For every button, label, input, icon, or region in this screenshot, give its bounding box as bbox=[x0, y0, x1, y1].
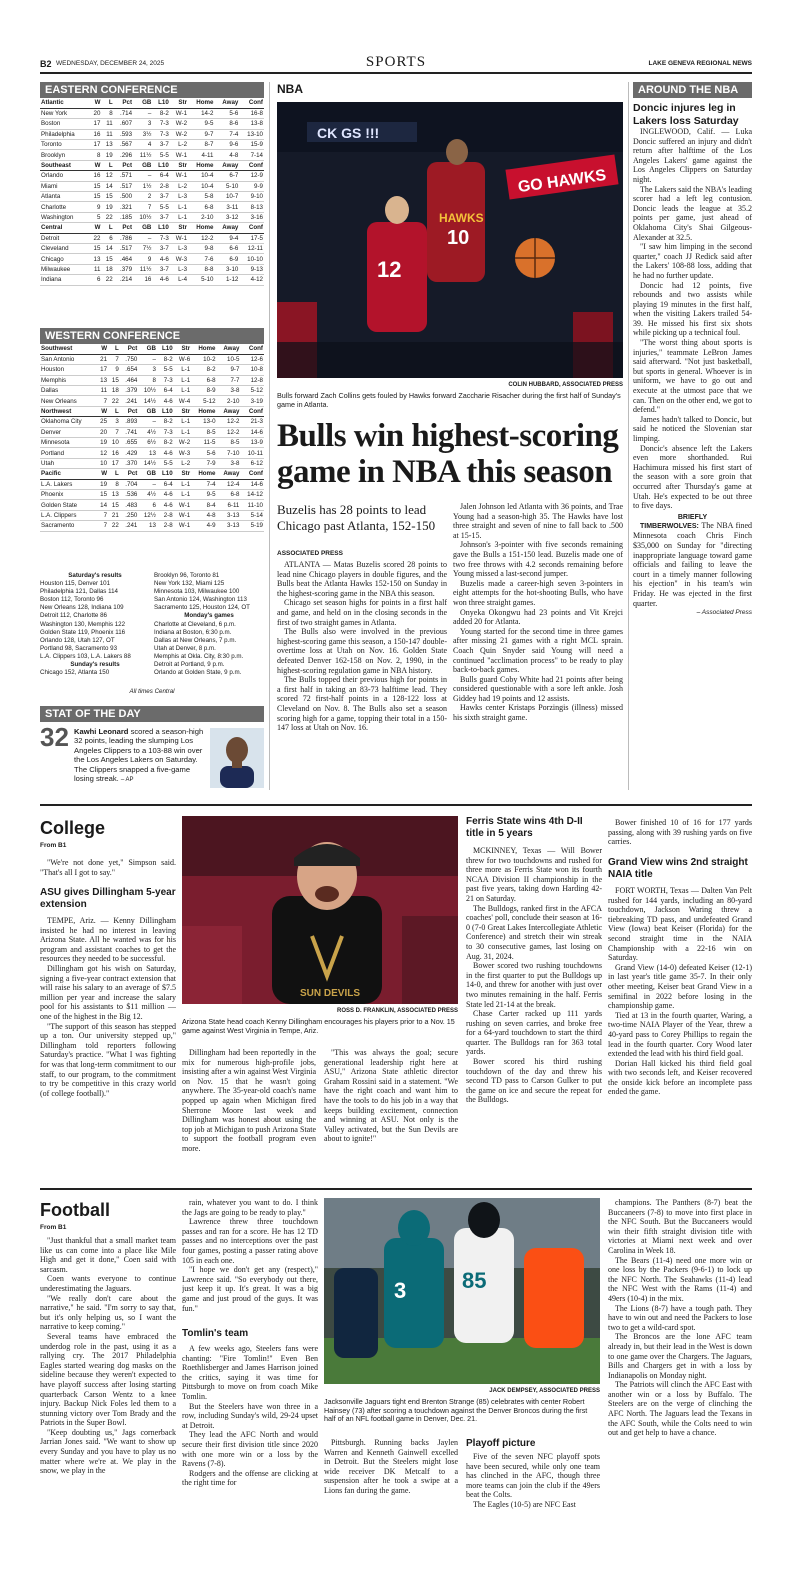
paragraph: "This was always the goal; secure generational leadership right here at ASU," Arizona State athletic director Graham Rossini said in a statement. "We have the right coach and want him to have the tools to do his job in a way that keeps building excitement, connection and winning at ASU. Not only is the Valley activated, but the Sun Devils are about to ignite!" bbox=[324, 1048, 458, 1144]
result-line: Houston 115, Denver 101 bbox=[40, 580, 111, 588]
paragraph: Coen wants everyone to continue underestimating the Jaguars. bbox=[40, 1274, 176, 1293]
east-title: EASTERN CONFERENCE bbox=[40, 82, 264, 98]
standings-row: Memphis 13 15 .464 8 7-3 L-1 6-8 7-7 12-8 bbox=[41, 376, 263, 384]
briefly-body: The NBA fined Minnesota coach Chris Finch $35,000 on Sunday for "directing inappropriate language toward game officials and failing to leave the court in a timely manner following his ejection" in his team's win Friday. He was ejected in the first quarter. bbox=[633, 520, 752, 608]
stat-number: 32 bbox=[40, 722, 69, 752]
standings-row: Milwaukee 11 18 .379 11½ 3-7 L-3 8-8 3-10 9-13 bbox=[41, 265, 263, 273]
standings-row: Phoenix 15 13 .536 4½ 4-6 L-1 9-5 6-8 14-12 bbox=[41, 491, 263, 499]
result-line: Sacramento 125, Houston 124, OT bbox=[154, 604, 250, 612]
college-column-3 bbox=[324, 1048, 458, 1178]
svg-text:GO HAWKS: GO HAWKS bbox=[516, 166, 608, 197]
paragraph: "The support of this season has stepped up a ton. Our university stepped up," Dillingham told reporters following Saturday's practice. "What I was fighting for was that long-term commitment to our staff, to our program, to the commitment to try be competitive in this crazy world (of college football)." bbox=[40, 1021, 176, 1098]
college-column-4 bbox=[466, 846, 602, 1178]
football-column-5 bbox=[608, 1198, 752, 1564]
paragraph: Hawks center Kristaps Porzingis (illness) missed his sixth straight game. bbox=[453, 703, 623, 723]
standings-row: Golden State 14 15 .483 6 4-6 W-1 8-4 6-11 11-10 bbox=[41, 501, 263, 509]
standings-row: L.A. Lakers 19 8 .704 – 6-4 L-1 7-4 12-4 14-6 bbox=[41, 480, 263, 488]
football-photo-icon bbox=[324, 1198, 600, 1384]
svg-text:12: 12 bbox=[377, 257, 402, 282]
briefly-lead: TIMBERWOLVES: bbox=[640, 522, 699, 530]
football-column-1 bbox=[40, 1236, 176, 1564]
result-line: New Orleans 128, Indiana 109 bbox=[40, 604, 124, 612]
nba-photo-credit: COLIN HUBBARD, ASSOCIATED PRESS bbox=[508, 382, 623, 388]
paragraph: They lead the AFC North and would secure their first division title since 2020 with one more win or a loss by the Ravens (7-8). bbox=[182, 1430, 318, 1469]
results-block bbox=[40, 572, 264, 696]
football-subhead-1: Tomlin's team bbox=[182, 1328, 249, 1339]
paragraph: The Patriots will clinch the AFC East with another win or a loss by Buffalo. The Steelers are on the verge of clinching the AFC North. The Jaguars lead the Texans in the AFC South, while the Colts need to win out and get help to have a chance. bbox=[608, 1380, 752, 1438]
result-line: Boston 112, Toronto 96 bbox=[40, 596, 104, 604]
standings-row: Oklahoma City 25 3 .893 – 8-2 L-1 13-0 12-2 21-3 bbox=[41, 418, 263, 426]
paragraph: Johnson's 3-pointer with five seconds remaining gave the Bulls a 151-150 lead. Buzelis made one of two free throws with 4.2 seconds remaining before Young missed a last-second jumper. bbox=[453, 540, 623, 579]
football-photo-caption: Jacksonville Jaguars tight end Brenton Strange (85) celebrates with center Robert Hainsey (73) after scoring a touchdown against the Denver Broncos during the first half of an NFL football game in Denver, Dec. 21. bbox=[324, 1397, 588, 1424]
sunday-title: Sunday's results bbox=[70, 661, 120, 669]
result-line: Portland 98, Sacramento 93 bbox=[40, 644, 118, 652]
paragraph: Bower finished 10 of 16 for 177 yards passing, along with 39 rushing yards on five carries. bbox=[608, 818, 752, 847]
standings-row: Indiana 6 22 .214 16 4-6 L-4 5-10 1-12 4-12 bbox=[41, 276, 263, 284]
paragraph: Rodgers and the offense are clicking at the right time for bbox=[182, 1468, 318, 1488]
times-note: All times Central bbox=[129, 688, 175, 695]
paragraph: The Broncos are the lone AFC team already in, but their lead in the West is down to one game over the Chargers. The Jaguars, Bills and Chargers get in with a loss by Indianapolis on Monday night. bbox=[608, 1332, 752, 1380]
dillingham-photo bbox=[182, 816, 458, 1004]
around-source: – Associated Press bbox=[696, 609, 752, 617]
paragraph: Jalen Johnson led Atlanta with 36 points, and Trae Young had a season-high 35. The Hawks have lost three straight and seven of nine to fall back to .500 at 15-15. bbox=[453, 502, 623, 540]
result-line: San Antonio 124, Washington 113 bbox=[154, 596, 247, 604]
sunday-results bbox=[40, 669, 150, 677]
college-subhead-3: Grand View wins 2nd straight NAIA title bbox=[608, 857, 748, 880]
stat-name: Kawhi Leonard bbox=[74, 727, 129, 736]
paragraph: James hadn't talked to Doncic, but said he noticed the Slovenian star limping. bbox=[633, 414, 752, 443]
football-column-3 bbox=[324, 1438, 458, 1564]
standings-row: Toronto 17 13 .567 4 3-7 L-2 8-7 9-6 15-9 bbox=[41, 141, 263, 149]
result-line: L.A. Clippers 103, L.A. Lakers 88 bbox=[40, 652, 131, 660]
paragraph: The Lakers said the NBA's leading scorer had a left leg contusion. Doncic leads the league at 35.2 points per game, just ahead of Oklahoma City's Shai Gilgeous-Alexander at 32.5. bbox=[633, 184, 752, 242]
stat-body: scored a season-high 32 points, leading the slumping Los Angeles Clippers to a 103-88 win over the Los Angeles Lakers on Saturday. The Clippers snapped a five-game losing streak. bbox=[74, 727, 204, 784]
nba-label: NBA bbox=[277, 82, 303, 96]
standings-row: Dallas 11 18 .379 10½ 6-4 L-1 8-9 3-8 5-12 bbox=[41, 387, 263, 395]
standings-row: Sacramento 7 22 .241 13 2-8 W-1 4-9 3-13 5-19 bbox=[41, 522, 263, 530]
portrait-icon bbox=[210, 728, 264, 788]
paragraph: Young started for the second time in three games after missing 21 games with a right MCL sprain. Coach Quin Snyder said Young will need a continued "acclimation process" to be ready to play back-to-back games. bbox=[453, 626, 623, 675]
result-line: Memphis at Okla. City, 8:30 p.m. bbox=[154, 652, 244, 660]
college-column-5b bbox=[608, 886, 752, 1178]
college-subhead-1: ASU gives Dillingham 5-year extension bbox=[40, 887, 176, 910]
paragraph: Several teams have embraced the underdog role in the past, using it as a rallying cry. The 2017 Philadelphia Eagles started wearing dog masks on the sideline because they weren't expected to have playoff success after losing starting quarterback Carson Wentz to a knee injury. Backup Nick Foles led them to a stunning victory over Tom Brady and the Patriots in the Super Bowl. bbox=[40, 1331, 176, 1428]
paragraph: "Just thankful that a small market team like us can come into a place like Mile High and get it done," Coen said with sarcasm. bbox=[40, 1236, 176, 1274]
paragraph: Dillingham had been reportedly in the mix for numerous high-profile jobs, insisting after a win against West Virginia on Nov. 15 that he wasn't going anywhere. The 35-year-old coach's name popped up again when Michigan fired Sherrone Moore last week and Dillingham was honest about using the top job at Michigan to push Arizona State to support the football program even more. bbox=[182, 1048, 316, 1153]
around-title: AROUND THE NBA bbox=[633, 82, 752, 98]
result-line: Detroit 112, Charlotte 86 bbox=[40, 612, 107, 620]
paragraph: "I saw him limping in the second quarter," coach JJ Redick said after the Lakers' 108-88 loss, adding that he had no further update. bbox=[633, 242, 752, 280]
paragraph: ATLANTA — Matas Buzelis scored 28 points to lead nine Chicago players in double figures, and the Bulls beat the Atlanta Hawks 152-150 on Sunday in the highest-scoring game in the NBA this season. bbox=[277, 560, 447, 598]
paragraph: Buzelis made a career-high seven 3-pointers in eight attempts for the hot-shooting Bulls, who have won three straight games. bbox=[453, 578, 623, 607]
paragraph: MCKINNEY, Texas — Will Bower threw for two touchdowns and rushed for three more as Ferris State won its fourth NCAA Division II championship in the past five years, taking down Harding 42-21 on Saturday. bbox=[466, 846, 602, 903]
college-column-5a bbox=[608, 818, 752, 858]
standings-row: Utah 10 17 .370 14½ 5-5 L-2 7-9 3-8 6-12 bbox=[41, 459, 263, 467]
standings-row: Charlotte 9 19 .321 7 5-5 L-1 6-8 3-11 8-13 bbox=[41, 203, 263, 211]
standings-row: Detroit 22 6 .786 – 7-3 W-1 12-2 9-4 17-5 bbox=[41, 234, 263, 242]
saturday-results bbox=[40, 580, 150, 661]
paragraph: Tied at 13 in the fourth quarter, Waring, a two-time NAIA Player of the Year, threw a 40-yard pass to Corey Phillips to regain the lead in the fourth quarter. Cory Wood later extended the lead with his third field goal. bbox=[608, 1010, 752, 1059]
basketball-photo-icon bbox=[277, 102, 623, 378]
result-line: Dallas at New Orleans, 7 p.m. bbox=[154, 636, 237, 644]
standings-row: Atlanta 15 15 .500 2 3-7 L-3 5-8 10-7 9-10 bbox=[41, 193, 263, 201]
paragraph: Five of the seven NFC playoff spots have been secured, while only one team has clinched in the AFC, though three more teams can join the club if the 49ers beat the Colts. bbox=[466, 1452, 600, 1500]
standings-row: Houston 17 9 .654 3 5-5 L-1 8-2 9-7 10-8 bbox=[41, 366, 263, 374]
nba-column-2 bbox=[453, 502, 623, 792]
paragraph: But the Steelers have won three in a row, including Sunday's wild, 29-24 upset at Detroit. bbox=[182, 1401, 318, 1430]
standings-row: Chicago 13 15 .464 9 4-6 W-3 7-6 6-9 10-10 bbox=[41, 255, 263, 263]
page-number: B2 bbox=[40, 59, 52, 69]
stat-text bbox=[74, 727, 208, 785]
result-line: Philadelphia 121, Dallas 114 bbox=[40, 588, 118, 596]
paragraph: Bower scored his third rushing touchdown of the day and threw his second TD pass to Carson Gulker to put the game on ice and secure the repeat for the Bulldogs. bbox=[466, 1057, 602, 1105]
paragraph: Chicago set season highs for points in a first half and game, and held on in the closing seconds in the first of two straight games in Atlanta. bbox=[277, 598, 447, 627]
briefly-text bbox=[633, 521, 752, 608]
standings-row: Portland 12 16 .429 13 4-6 W-3 5-6 7-10 10-11 bbox=[41, 449, 263, 457]
result-line: Indiana at Boston, 6:30 p.m. bbox=[154, 628, 232, 636]
jaguars-photo bbox=[324, 1198, 600, 1384]
nba-headline: Bulls win highest-scoring game in NBA this season bbox=[277, 418, 619, 490]
division-header: Southwest W L Pct GB L10 Str Home Away Conf bbox=[41, 345, 263, 353]
division-header: Southeast W L Pct GB L10 Str Home Away Conf bbox=[41, 162, 263, 170]
division-header: Central W L Pct GB L10 Str Home Away Conf bbox=[41, 224, 263, 232]
paragraph: The Bulls also were involved in the previous highest-scoring game this season, a 150-147 double-overtime loss at Utah on Nov. 16. Golden State defeated Denver 162-158 on Nov. 2, 1990, in the highest-scoring regulation game in NBA history. bbox=[277, 627, 447, 675]
paragraph: A few weeks ago, Steelers fans were chanting: "Fire Tomlin!" Even Ben Roethlisberger and James Harrison joined the critics, saying it was time for Pittsburgh to move on from coach Mike Tomlin. bbox=[182, 1344, 318, 1401]
football-photo-credit: JACK DEMPSEY, ASSOCIATED PRESS bbox=[489, 1388, 600, 1394]
paragraph: "The worst thing about sports is injuries," teammate LeBron James said afterward. "Not just basketball, but sports in general. Whoever is in uniform, we have to go out and execute at the utmost pace that we can. Then on the other end, we got to defend." bbox=[633, 338, 752, 415]
college-from: From B1 bbox=[40, 842, 67, 849]
east-standings bbox=[40, 82, 264, 324]
paragraph: FORT WORTH, Texas — Dalten Van Pelt rushed for 144 yards, including an 80-yard touchdown, Jackson Waring threw a tiebreaking TD pass, and undefeated Grand View (Iowa) beat Keiser (Florida) for the second straight time in the NAIA Championship with a 22-16 win on Saturday. bbox=[608, 886, 752, 963]
paragraph: The Eagles (10-5) are NFC East bbox=[473, 1499, 576, 1509]
saturday-results-2 bbox=[154, 572, 264, 612]
bulls-hawks-photo bbox=[277, 102, 623, 378]
standings-row: Cleveland 15 14 .517 7½ 3-7 L-3 9-8 6-6 12-11 bbox=[41, 245, 263, 253]
paragraph: "I hope we don't get any (respect)," Lawrence said. "So everybody out there, just keep it up. It's great. It was a big game and just proud of the guys. It was fun." bbox=[182, 1265, 318, 1313]
paragraph: "We really don't care about the narrative," he said. "I'm sorry to say that, but it's only helping us, so I want the narrative to keep coming." bbox=[40, 1293, 176, 1332]
paragraph: Grand View (14-0) defeated Keiser (12-1) in last year's title game 35-7. In their only other meeting, Keiser beat Grand View in a semifinal in 2022 before losing in the championship game. bbox=[608, 962, 752, 1011]
result-line: Orlando 128, Utah 127, OT bbox=[40, 636, 115, 644]
result-line: Orlando at Golden State, 9 p.m. bbox=[154, 669, 242, 677]
monday-games bbox=[154, 621, 264, 678]
paragraph: INGLEWOOD, Calif. — Luka Doncic suffered an injury and didn't return after halftime of the Los Angeles Lakers' game against the Los Angeles Clippers on Saturday night. bbox=[633, 127, 752, 184]
standings-row: Philadelphia 16 11 .593 3½ 7-3 W-2 9-7 7-4 13-10 bbox=[41, 130, 263, 138]
result-line: Brooklyn 96, Toronto 81 bbox=[154, 572, 220, 579]
standings-row: Boston 17 11 .607 3 7-3 W-2 9-5 8-6 13-8 bbox=[41, 120, 263, 128]
standings-row: New Orleans 7 22 .241 14½ 4-6 W-4 5-12 2-10 3-19 bbox=[41, 397, 263, 405]
paragraph: rain, whatever you want to do. I think the Jags are going to be ready to play." bbox=[182, 1198, 318, 1217]
paragraph: TEMPE, Ariz. — Kenny Dillingham insisted he had no interest in leaving Arizona State. All he wanted was for his program and assistant coaches to get the resources they needed to be successful. bbox=[40, 916, 176, 964]
result-line: Detroit at Portland, 9 p.m. bbox=[154, 661, 225, 669]
paragraph: Chase Carter racked up 111 yards rushing on seven carries, and broke free for a 64-yard touchdown to start the third quarter. The Bulldogs ran for 363 total yards. bbox=[466, 1009, 602, 1057]
result-line: New York 132, Miami 125 bbox=[154, 580, 225, 588]
around-headline: Doncic injures leg in Lakers loss Saturday bbox=[633, 102, 739, 127]
saturday-title: Saturday's results bbox=[68, 572, 122, 579]
standings-row: L.A. Clippers 7 21 .250 12½ 2-8 W-1 4-8 3-13 5-14 bbox=[41, 511, 263, 519]
college-subhead-2: Ferris State wins 4th D-II title in 5 years bbox=[466, 816, 583, 839]
nba-photo-caption: Bulls forward Zach Collins gets fouled by Hawks forward Zaccharie Risacher during the first half of Sunday's game in Atlanta. bbox=[277, 391, 621, 409]
college-column-1 bbox=[40, 916, 176, 1178]
svg-text:CK GS !!!: CK GS !!! bbox=[317, 125, 380, 141]
east-table bbox=[40, 98, 264, 286]
west-table bbox=[40, 344, 264, 532]
coach-photo-icon bbox=[182, 816, 458, 1004]
svg-text:10: 10 bbox=[447, 227, 470, 249]
result-line: Minnesota 103, Milwaukee 100 bbox=[154, 588, 240, 596]
svg-text:85: 85 bbox=[462, 1268, 487, 1293]
football-column-2b bbox=[182, 1344, 318, 1564]
result-line: Golden State 119, Phoenix 116 bbox=[40, 628, 126, 636]
briefly-label: BRIEFLY bbox=[677, 513, 708, 521]
division-header: Pacific W L Pct GB L10 Str Home Away Conf bbox=[41, 470, 263, 478]
paragraph: Doncic had 12 points, five rebounds and two assists while playing 19 minutes in the first half, when the visiting Lakers trailed 54-39. He missed his first six shots while picking up a technical foul. bbox=[633, 280, 752, 338]
football-subhead-2: Playoff picture bbox=[466, 1438, 536, 1449]
nba-deck: Buzelis has 28 points to lead Chicago past Atlanta, 152-150 bbox=[277, 502, 436, 533]
college-quote: "We're not done yet," Simpson said. "That's all I got to say." bbox=[40, 858, 176, 877]
college-column-2 bbox=[182, 1048, 316, 1178]
paragraph: The Lions (8-7) have a tough path. They have to win out and need the Packers to lose two to get a wild-card spot. bbox=[608, 1303, 752, 1332]
paragraph: Lawrence threw three touchdown passes and ran for a score. He has 12 TD passes and no interceptions over the past four games, posting a passer rating above 105 in each one. bbox=[182, 1217, 318, 1265]
division-header: Atlantic W L Pct GB L10 Str Home Away Conf bbox=[41, 99, 263, 107]
college-photo-credit: ROSS D. FRANKLIN, ASSOCIATED PRESS bbox=[336, 1008, 458, 1014]
page-date: WEDNESDAY, DECEMBER 24, 2025 bbox=[56, 60, 165, 67]
monday-title: Monday's games bbox=[184, 612, 234, 620]
around-nba bbox=[633, 82, 752, 792]
result-line: Utah at Denver, 8 p.m. bbox=[154, 644, 216, 652]
west-standings bbox=[40, 328, 264, 570]
svg-text:SUN DEVILS: SUN DEVILS bbox=[300, 988, 361, 999]
standings-row: New York 20 8 .714 – 8-2 W-1 14-2 5-6 16-8 bbox=[41, 110, 263, 118]
standings-row: Denver 20 7 .741 4½ 7-3 L-1 8-5 12-2 14-6 bbox=[41, 428, 263, 436]
football-from: From B1 bbox=[40, 1224, 67, 1231]
paragraph: The Bulldogs, ranked first in the AFCA coaches' poll, conclude their season at 16-0 (7-0 Great Lakes Intercollegiate Athletic Conference) and stretch their win streak to 30 consecutive games, last losing on Aug. 31, 2024. bbox=[466, 903, 602, 961]
around-body bbox=[633, 127, 752, 511]
page-header bbox=[40, 56, 752, 72]
paragraph: Bulls guard Coby White had 21 points after being considered questionable with a sore left ankle. Josh Giddey had 19 points and 12 assists. bbox=[453, 674, 623, 703]
standings-row: Minnesota 19 10 .655 6½ 8-2 W-2 11-5 8-5 13-9 bbox=[41, 439, 263, 447]
stat-of-day bbox=[40, 706, 264, 790]
stat-title: STAT OF THE DAY bbox=[40, 706, 264, 722]
standings-row: Orlando 16 12 .571 – 6-4 W-1 10-4 6-7 12-9 bbox=[41, 172, 263, 180]
paragraph: Dorian Hall kicked his third field goal with two seconds left, and Keiser recovered the onside kick before an incomplete pass ended the game. bbox=[608, 1058, 752, 1097]
football-column-2a bbox=[182, 1198, 318, 1326]
section-name: SPORTS bbox=[365, 56, 427, 70]
west-title: WESTERN CONFERENCE bbox=[40, 328, 264, 344]
paper-name: LAKE GENEVA REGIONAL NEWS bbox=[648, 60, 752, 67]
standings-row: Miami 15 14 .517 1½ 2-8 L-2 10-4 5-10 9-9 bbox=[41, 182, 263, 190]
standings-row: San Antonio 21 7 .750 – 8-2 W-6 10-2 10-5 12-6 bbox=[41, 356, 263, 364]
college-title: College bbox=[40, 818, 106, 838]
paragraph: Onyeka Okongwu had 23 points and Vit Krejci added 20 for Atlanta. bbox=[453, 607, 623, 627]
paragraph: Bower scored two rushing touchdowns in the first quarter to put the Bulldogs up 14-0, and threw for another with just over two minutes remaining in the half. Ferris State led 21-14 at the break. bbox=[466, 961, 602, 1009]
paragraph: Dillingham got his wish on Saturday, signing a five-year contract extension that will raise his salary to an average of $7.5 million per year and increase the salary pool for his assistants to $11 million — one of the highest in the Big 12. bbox=[40, 963, 176, 1021]
football-column-4 bbox=[466, 1452, 600, 1564]
svg-text:HAWKS: HAWKS bbox=[439, 211, 484, 225]
result-line: Chicago 152, Atlanta 150 bbox=[40, 669, 110, 677]
standings-row: Brooklyn 8 19 .296 11½ 5-5 W-1 4-11 4-8 7-14 bbox=[41, 151, 263, 159]
paragraph: Doncic's absence left the Lakers even more shorthanded. Rui Hachimura missed his first start of the season with a sore groin that occurred after Thursday's game at Utah. He's expected to be out three to five days. bbox=[633, 443, 752, 511]
paragraph: The Bears (11-4) need one more win or one loss by the Packers (9-6-1) to lock up the NFC North. The Seahawks (11-4) lead the NFC West with the Rams (11-4) and 49ers (10-4) in the mix. bbox=[608, 1255, 752, 1303]
kawhi-photo bbox=[210, 728, 264, 788]
paragraph: Pittsburgh. Running backs Jaylen Warren and Kenneth Gainwell excelled in Detroit. But the Steelers might lose wide receiver DK Metcalf to a suspension after he took a swipe at a Lions fan during the game. bbox=[324, 1438, 458, 1495]
paragraph: champions. The Panthers (8-7) beat the Buccaneers (7-8) to move into first place in the NFC South. But the Buccaneers would win their fifth straight division title with victories at Miami next week and over Carolina in Week 18. bbox=[608, 1198, 752, 1255]
paragraph: "Keep doubting us," Jags cornerback Jarrian Jones said. "We want to show up every Sunday and you have to play us no matter where we're at. We play in the snow, we play in the bbox=[40, 1427, 176, 1476]
stat-source: – AP bbox=[120, 777, 134, 784]
standings-row: Washington 5 22 .185 10½ 3-7 L-1 2-10 3-12 3-16 bbox=[41, 213, 263, 221]
svg-text:3: 3 bbox=[394, 1278, 407, 1303]
result-line: Washington 130, Memphis 122 bbox=[40, 620, 126, 628]
football-title: Football bbox=[40, 1200, 110, 1220]
paragraph: The Bulls topped their previous high for points in a first half in taking an 83-73 halftime lead. They scored 72 first-half points in a 128-122 loss at Cleveland on Nov. 8. The Bulls also set a season scoring high for a game, topping their total in a 150-147 loss at Utah on Nov. 16. bbox=[277, 675, 447, 733]
college-photo-caption: Arizona State head coach Kenny Dillingham encourages his players prior to a Nov. 15 game against West Virginia in Tempe, Ariz. bbox=[182, 1017, 455, 1035]
nba-byline: ASSOCIATED PRESS bbox=[277, 550, 343, 557]
result-line: Charlotte at Cleveland, 6 p.m. bbox=[154, 620, 236, 628]
division-header: Northwest W L Pct GB L10 Str Home Away Conf bbox=[41, 408, 263, 416]
nba-column-1 bbox=[277, 560, 447, 792]
